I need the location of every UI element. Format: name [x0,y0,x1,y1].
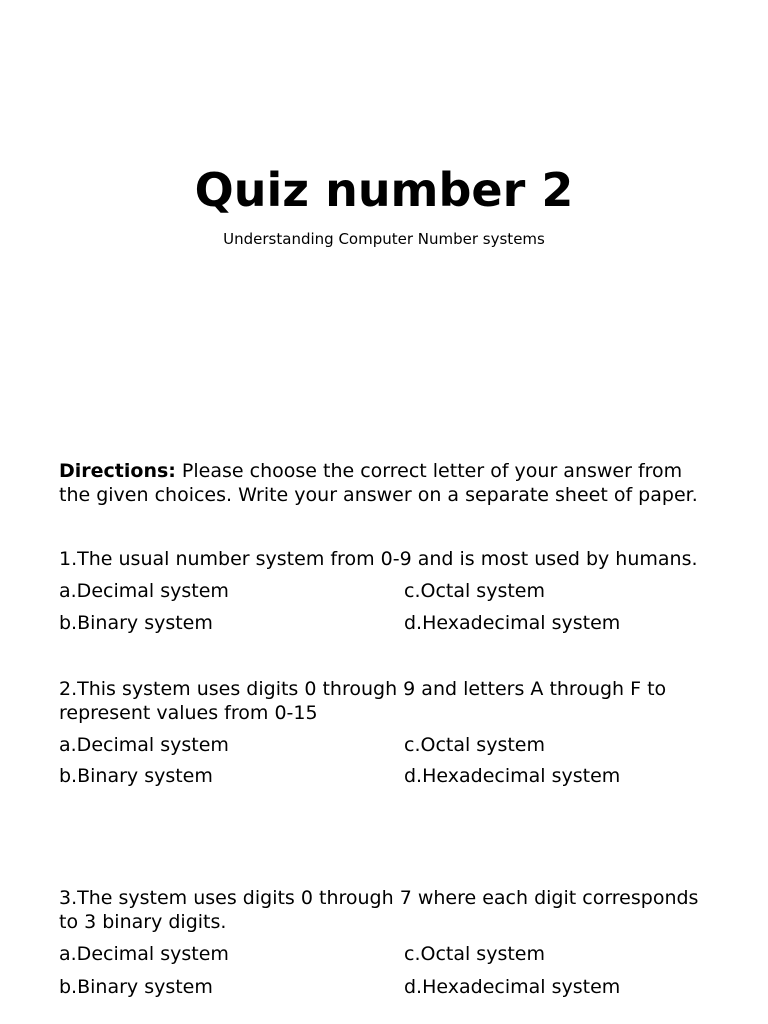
question-1-choice-a: a.Decimal system [59,580,229,602]
question-3-choice-c: c.Octal system [404,943,545,965]
question-2-choice-c: c.Octal system [404,734,545,756]
question-3-text: 3.The system uses digits 0 through 7 where each digit corresponds to 3 binary digits. [59,887,699,933]
question-1-choice-c: c.Octal system [404,580,545,602]
question-1-text: 1.The usual number system from 0-9 and is most used by humans. [59,548,698,570]
page-subtitle: Understanding Computer Number systems [223,230,545,248]
question-2-choice-a: a.Decimal system [59,734,229,756]
page-title: Quiz number 2 [194,163,574,217]
directions [59,459,719,507]
question-3-choice-d: d.Hexadecimal system [404,976,621,998]
question-1-choice-d: d.Hexadecimal system [404,612,621,634]
question-2-text: 2.This system uses digits 0 through 9 and letters A through F to represent values from 0-15 [59,678,667,724]
question-2-choice-d: d.Hexadecimal system [404,765,621,787]
question-1-choice-b: b.Binary system [59,612,213,634]
question-2-choice-b: b.Binary system [59,765,213,787]
question-3-choice-b: b.Binary system [59,976,213,998]
directions-text: Please choose the correct letter of your answer from the given choices. Write your answer on a separate sheet of paper. [59,460,698,506]
question-3-choice-a: a.Decimal system [59,943,229,965]
directions-label: Directions: [59,460,176,482]
